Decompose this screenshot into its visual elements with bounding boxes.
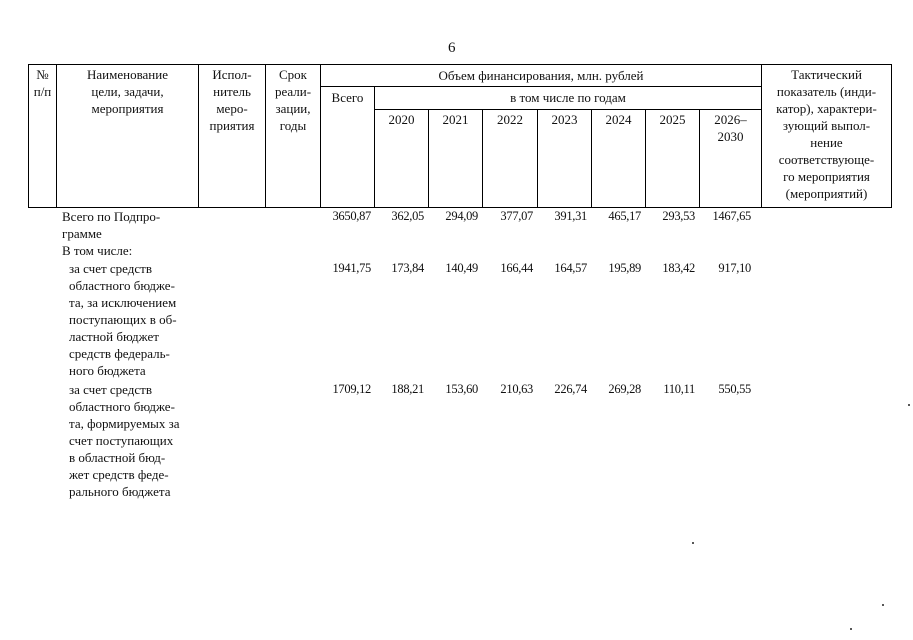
scan-speck [908, 404, 910, 406]
row-federal-total: 1709,12 [332, 382, 371, 396]
header-period: Срок реали- зации, годы [274, 67, 312, 133]
row-federal-2024: 269,28 [608, 382, 641, 396]
row-federal-2026-2030: 550,55 [718, 382, 751, 396]
row-total-value: 3650,87 [332, 209, 371, 223]
header-year-2025: 2025 [659, 112, 686, 127]
row-regional-total: 1941,75 [332, 261, 371, 275]
row-total-2025: 293,53 [662, 209, 695, 223]
header-funding-title: Объем финансирования, млн. рублей [438, 68, 644, 83]
row-total-2020: 362,05 [391, 209, 424, 223]
row-federal-2020: 188,21 [391, 382, 424, 396]
scan-speck [692, 542, 694, 544]
row-regional-2021: 140,49 [445, 261, 478, 275]
header-year-2020: 2020 [388, 112, 415, 127]
row-label-total: Всего по Подпро- грамме [62, 209, 161, 241]
header-indicator: Тактический показатель (инди- катор), характери- зующий выпол- нение соответствующе- го мероприятия (мероприятий) [776, 67, 877, 201]
header-executor: Испол- нитель меро- приятия [209, 67, 255, 133]
scan-speck [882, 604, 884, 606]
vline [320, 64, 321, 208]
header-number: № п/п [33, 67, 52, 99]
header-total: Всего [331, 90, 364, 105]
vline [891, 64, 892, 208]
row-label-regional: за счет средств областного бюдже- та, за исключением поступающих в об- ластной бюджет средств федераль- ного бюджета [69, 261, 177, 378]
page-number: 6 [448, 40, 456, 56]
row-regional-2026-2030: 917,10 [718, 261, 751, 275]
row-total-2024: 465,17 [608, 209, 641, 223]
row-federal-2021: 153,60 [445, 382, 478, 396]
row-label-including: В том числе: [62, 243, 133, 258]
row-label-federal: за счет средств областного бюдже- та, формируемых за счет поступающих в областной бюд- жет средств феде- рального бюджета [69, 382, 180, 499]
row-federal-2025: 110,11 [663, 382, 695, 396]
row-federal-2023: 226,74 [554, 382, 587, 396]
row-regional-2024: 195,89 [608, 261, 641, 275]
rule-funding-sub [320, 86, 761, 87]
row-total-2023: 391,31 [554, 209, 587, 223]
row-regional-2020: 173,84 [391, 261, 424, 275]
header-name: Наименование цели, задачи, мероприятия [87, 67, 168, 116]
header-year-2026-2030: 2026– 2030 [714, 112, 747, 144]
rule-years-sub [374, 109, 761, 110]
header-year-2024: 2024 [605, 112, 632, 127]
header-year-2023: 2023 [551, 112, 578, 127]
row-total-2021: 294,09 [445, 209, 478, 223]
row-regional-2025: 183,42 [662, 261, 695, 275]
row-regional-2022: 166,44 [500, 261, 533, 275]
row-federal-2022: 210,63 [500, 382, 533, 396]
header-year-2021: 2021 [442, 112, 469, 127]
row-regional-2023: 164,57 [554, 261, 587, 275]
header-year-2022: 2022 [497, 112, 523, 127]
row-total-2026-2030: 1467,65 [712, 209, 751, 223]
scan-speck [850, 628, 852, 630]
header-by-years: в том числе по годам [510, 90, 626, 105]
row-total-2022: 377,07 [500, 209, 533, 223]
